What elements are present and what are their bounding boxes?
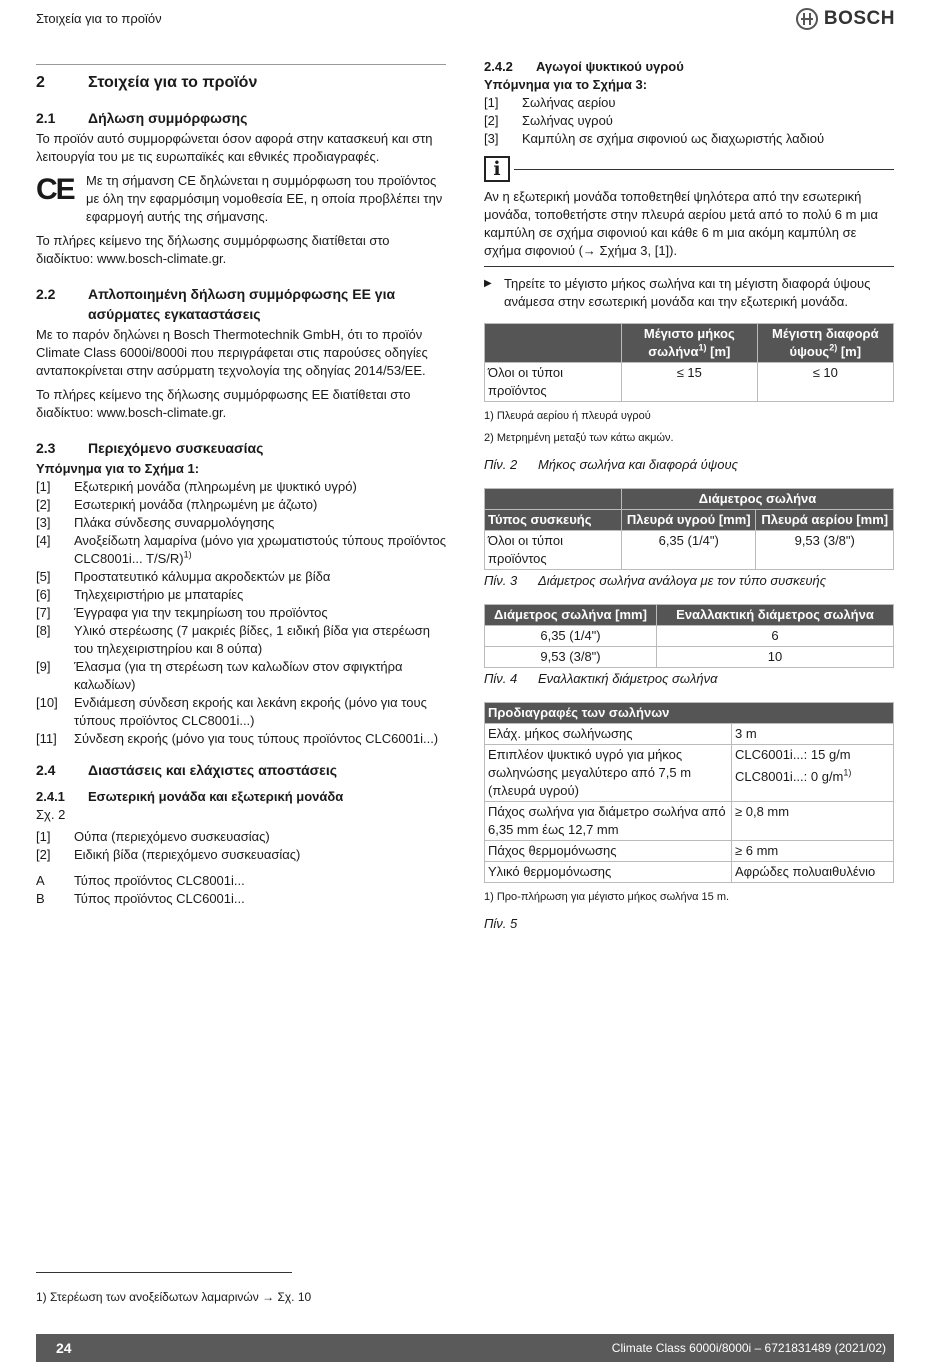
legend-title: Υπόμνημα για το Σχήμα 1:: [36, 461, 200, 476]
document-id: Climate Class 6000i/8000i – 6721831489 (2021/02): [611, 1341, 886, 1355]
section-2-2-heading: 2.2 Απλοποιημένη δήλωση συμμόρφωσης ΕΕ για ασύρματες εγκαταστάσεις: [36, 286, 396, 322]
footnote: 1) Στερέωση των ανοξείδωτων λαμαρινών → Σχ. 10: [36, 1290, 312, 1304]
column-header: Μέγιστο μήκος σωλήνα$^{1)}$ [m]: [622, 324, 758, 363]
list-item: [5] Προστατευτικό κάλυμμα ακροδεκτών με βίδα: [36, 569, 331, 584]
section-2-4-2-heading: 2.4.2 Αγωγοί ψυκτικού υγρού: [484, 59, 684, 74]
table-caption: Πίν. 2 Μήκος σωλήνα και διαφορά ύψους: [484, 457, 738, 472]
ce-mark-icon: CE: [36, 173, 74, 206]
instruction-bullet: ▶ Τηρείτε το μέγιστο μήκος σωλήνα και τη μέγιστη διαφορά ύψους ανάμεσα στην εσωτερική μονάδα και την εξωτερική μονάδα.: [484, 276, 871, 309]
table-row: Υλικό θερμομόνωσης Αφρώδες πολυαιθυλένιο: [485, 862, 894, 883]
left-column: [36, 72, 446, 914]
section-2-4-1-heading: 2.4.1 Εσωτερική μονάδα και εξωτερική μονάδα: [36, 789, 344, 804]
list-item: [9] Έλασμα (για τη στερέωση των καλωδίων στον σφιγκτήρα καλωδίων): [36, 659, 403, 692]
list-item: [2] Σωλήνας υγρού: [484, 113, 613, 128]
running-header: Στοιχεία για το προϊόν: [36, 11, 162, 26]
list-item: [11] Σύνδεση εκροής (μόνο για τους τύπους προϊόντος CLC6001i...): [36, 731, 439, 746]
figure-2-legend: [36, 828, 446, 864]
column-header: Τύπος συσκευής: [485, 510, 622, 531]
column-header: Πλευρά αερίου [mm]: [756, 510, 894, 531]
brand-name: BOSCH: [823, 8, 895, 29]
list-item: [3] Πλάκα σύνδεσης συναρμολόγησης: [36, 515, 275, 530]
table-row: Πάχος θερμομόνωσης ≥ 6 mm: [485, 841, 894, 862]
footnote-divider: [36, 1272, 292, 1273]
info-icon: i: [484, 156, 510, 182]
product-types: [36, 872, 446, 908]
pipe-diameter-table: [484, 488, 894, 570]
list-item: [7] Έγγραφα για την τεκμηρίωση του προϊόντος: [36, 605, 328, 620]
paragraph: Το πλήρες κείμενο της δήλωσης συμμόρφωσης ΕΕ διατίθεται στο διαδίκτυο: www.bosch-climate.gr.: [36, 387, 411, 420]
info-text: Αν η εξωτερική μονάδα τοποθετηθεί ψηλότερα από την εσωτερική μονάδα, τοποθετήστε στην πλευρά αερίου μετά από το πολύ 6 m μια καμπύλη σε σχήμα σιφονιού και κάθε 6 m μια ακόμη καμπύλη σε σχήμα σιφονιού (→ Σχήμα 3, [1]).: [484, 189, 878, 258]
section-2-1-heading: 2.1 Δήλωση συμμόρφωσης: [36, 110, 248, 126]
column-group-header: Διάμετρος σωλήνα: [622, 489, 894, 510]
figure-3-legend: [484, 94, 894, 148]
list-item: [4] Ανοξείδωτη λαμαρίνα (μόνο για χρωματιστούς τύπους προϊόντος CLC8001i... T/S/R)$^{1)}$: [36, 533, 446, 566]
table-row: Ελάχ. μήκος σωλήνωσης 3 m: [485, 724, 894, 745]
table-row: 9,53 (3/8") 10: [485, 647, 894, 668]
header-divider: [36, 64, 446, 65]
table-footnote: 1) Πλευρά αερίου ή πλευρά υγρού: [484, 410, 651, 422]
paragraph: Το προϊόν αυτό συμμορφώνεται όσον αφορά στην κατασκευή και στη λειτουργία του με τις ευρωπαϊκές και εθνικές προδιαγραφές.: [36, 131, 433, 164]
legend-title: Υπόμνημα για το Σχήμα 3:: [484, 77, 648, 92]
table-row: Πάχος σωλήνα για διάμετρο σωλήνα από 6,35 mm έως 12,7 mm ≥ 0,8 mm: [485, 802, 894, 841]
column-header: Πλευρά υγρού [mm]: [622, 510, 756, 531]
section-2-heading: 2 Στοιχεία για το προϊόν: [36, 74, 258, 91]
table-row: Όλοι οι τύποι προϊόντος ≤ 15 ≤ 10: [485, 363, 894, 402]
table-row: 6,35 (1/4") 6: [485, 626, 894, 647]
table-footnote: 2) Μετρημένη μεταξύ των κάτω ακμών.: [484, 432, 674, 444]
table-title: Προδιαγραφές των σωλήνων: [485, 703, 894, 724]
bosch-armature-icon: [796, 8, 818, 30]
pipe-specs-table: [484, 702, 894, 883]
column-header: Μέγιστη διαφορά ύψους$^{2)}$ [m]: [757, 324, 893, 363]
section-2-4-heading: 2.4 Διαστάσεις και ελάχιστες αποστάσεις: [36, 762, 337, 778]
column-header: Διάμετρος σωλήνα [mm]: [485, 605, 657, 626]
table-caption: Πίν. 3 Διάμετρος σωλήνα ανάλογα με τον τύπο συσκευής: [484, 573, 827, 588]
right-column: [484, 58, 894, 947]
list-item: [6] Τηλεχειριστήριο με μπαταρίες: [36, 587, 244, 602]
list-item: B Τύπος προϊόντος CLC6001i...: [36, 891, 245, 906]
list-item: [2] Εσωτερική μονάδα (πληρωμένη με άζωτο): [36, 497, 318, 512]
alt-diameter-table: [484, 604, 894, 668]
page-number: 24: [56, 1340, 72, 1356]
table-caption: Πίν. 4 Εναλλακτική διάμετρος σωλήνα: [484, 671, 718, 686]
bosch-logo: [796, 8, 895, 30]
figure-ref: Σχ. 2: [36, 807, 66, 822]
package-contents-list: [36, 478, 446, 748]
info-notice: [484, 156, 894, 267]
triangle-bullet-icon: ▶: [484, 278, 492, 289]
table-row: Επιπλέον ψυκτικό υγρό για μήκος σωληνώσης μεγαλύτερο από 7,5 m (πλευρά υγρού) CLC6001i...: 15 g/m CLC8001i...: 0 $g/m^{1)}$: [485, 745, 894, 802]
paragraph: Με το παρόν δηλώνει η Bosch Thermotechnik GmbH, ότι το προϊόν Climate Class 6000i/8000i που περιγράφεται στις παρούσες οδηγίες ανταποκρίνεται στην ασύρματη τεχνολογία της οδηγίας 2014/53/ΕΕ.: [36, 327, 428, 378]
table-footnote: 1) Προ-πλήρωση για μέγιστο μήκος σωλήνα 15 m.: [484, 891, 730, 903]
list-item: [10] Ενδιάμεση σύνδεση εκροής και λεκάνη εκροής (μόνο για τους τύπους προϊόντος CLC8001i...): [36, 695, 427, 728]
list-item: [1] Εξωτερική μονάδα (πληρωμένη με ψυκτικό υγρό): [36, 479, 357, 494]
ce-text: Με τη σήμανση CE δηλώνεται η συμμόρφωση του προϊόντος με όλη την εφαρμόσιμη νομοθεσία ΕΕ, η οποία προβλέπει την εφαρμογή αυτής της σήμανσης.: [86, 173, 443, 224]
list-item: [1] Σωλήνας αερίου: [484, 95, 616, 110]
list-item: [2] Ειδική βίδα (περιεχόμενο συσκευασίας): [36, 847, 301, 862]
table-row: Όλοι οι τύποι προϊόντος 6,35 (1/4") 9,53 (3/8"): [485, 531, 894, 570]
page-footer: [36, 1334, 894, 1362]
list-item: [8] Υλικό στερέωσης (7 μακριές βίδες, 1 ειδική βίδα για στερέωση του τηλεχειριστηρίου και 8 ούπα): [36, 623, 430, 656]
list-item: [3] Καμπύλη σε σχήμα σιφονιού ως διαχωριστής λαδιού: [484, 131, 825, 146]
list-item: A Τύπος προϊόντος CLC8001i...: [36, 873, 245, 888]
column-header: Εναλλακτική διάμετρος σωλήνα: [657, 605, 894, 626]
table-caption: Πίν. 5: [484, 916, 518, 931]
paragraph: Το πλήρες κείμενο της δήλωσης συμμόρφωσης διατίθεται στο διαδίκτυο: www.bosch-climate.gr.: [36, 233, 390, 266]
ce-notice: [36, 172, 446, 226]
section-2-3-heading: 2.3 Περιεχόμενο συσκευασίας: [36, 440, 264, 456]
list-item: [1] Ούπα (περιεχόμενο συσκευασίας): [36, 829, 270, 844]
pipe-length-table: [484, 323, 894, 402]
